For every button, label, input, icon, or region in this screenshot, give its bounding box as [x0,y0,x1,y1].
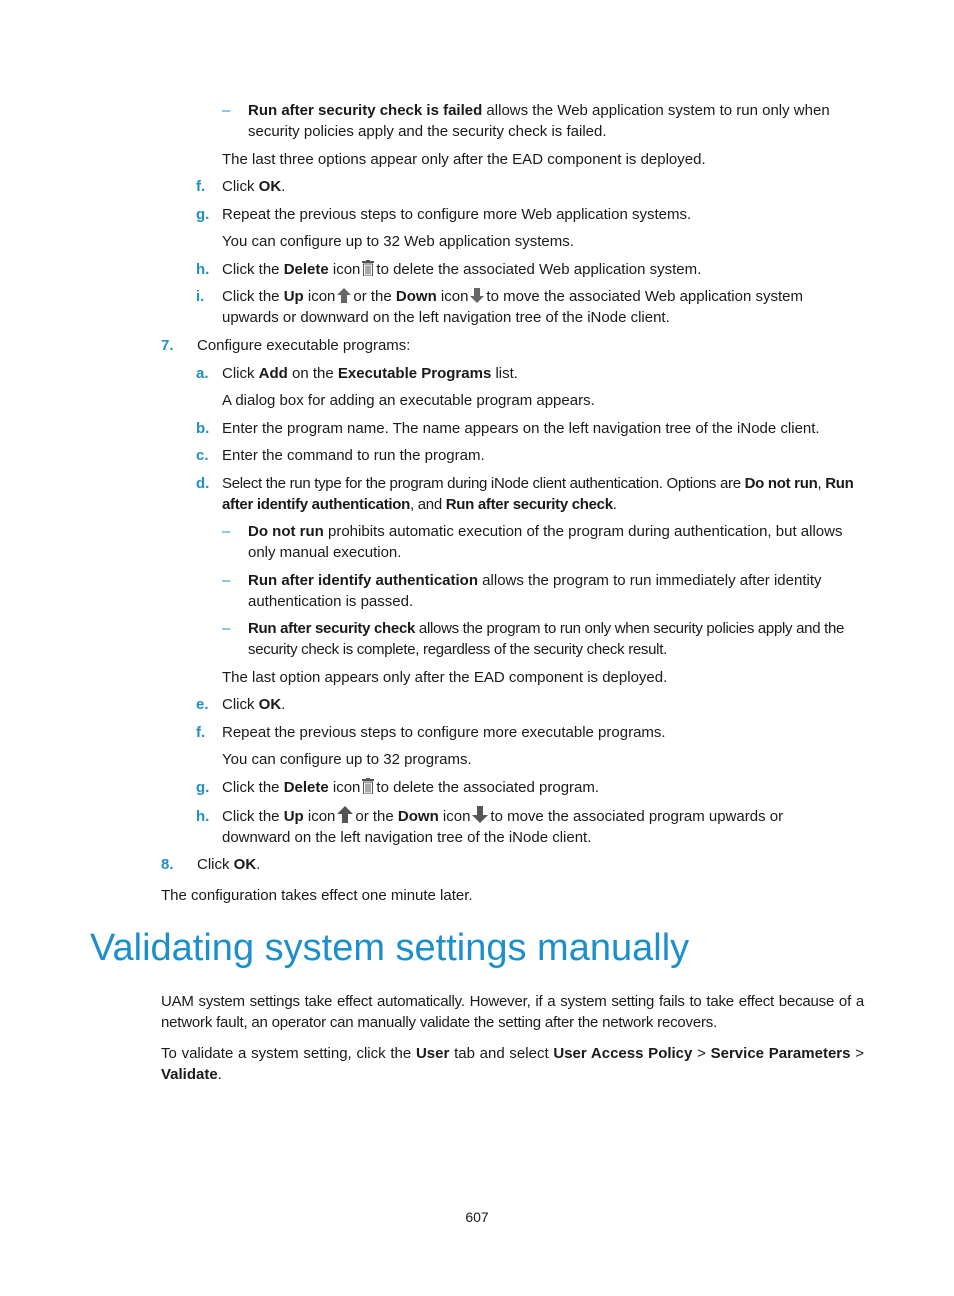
arrow-down-icon [472,806,488,823]
step-i-text: Click the Up icon or the Down icon to move the associated Web application system upwards or downward on the left navigation tree of the iNode client. [222,288,803,326]
step-h2-text: Click the Up icon or the Down icon to move the associated program upwards or downward on the left navigation tree of the iNode client. [222,808,784,846]
step-f2-note: You can configure up to 32 programs. [222,751,472,768]
step-marker-d: d. [196,475,210,492]
option-run-after-failed: Run after security check is failed allows the Web application system to run only when security policies apply and the security check is failed. [248,102,830,140]
step-marker-e: e. [196,696,209,713]
step-marker-h: h. [196,261,210,278]
dash-bullet: – [222,572,231,589]
step-marker-g2: g. [196,779,210,796]
step-f-text: Click OK. [222,178,286,195]
step-marker-f2: f. [196,724,206,741]
step-g2-text: Click the Delete icon to delete the associated program. [222,779,600,796]
step-8-text: Click OK. [197,856,261,873]
section-paragraph-1: UAM system settings take effect automatically. However, if a system setting fails to take effect because of a network fault, an operator can manually validate the setting after the network recovers. [161,993,864,1031]
dash-bullet: – [222,620,231,637]
page-number: 607 [465,1209,489,1225]
option-run-after-identify: Run after identify authentication allows the program to run immediately after identity authentication is passed. [248,572,822,610]
section-heading: Validating system settings manually [90,927,690,969]
arrow-up-icon [337,288,351,303]
step-marker-a: a. [196,365,209,382]
step-g-note: You can configure up to 32 Web application systems. [222,233,574,250]
config-note: The configuration takes effect one minute later. [161,887,473,904]
note-last-three: The last three options appear only after the EAD component is deployed. [222,151,706,168]
section-paragraph-2: To validate a system setting, click the User tab and select User Access Policy > Service Parameters > Validate. [161,1045,864,1083]
step-marker-c: c. [196,447,209,464]
step-h-text: Click the Delete icon to delete the associated Web application system. [222,261,702,278]
step-marker-b: b. [196,420,210,437]
step-marker-7: 7. [161,337,174,354]
step-7-text: Configure executable programs: [197,337,411,354]
step-a-note: A dialog box for adding an executable program appears. [222,392,595,409]
step-b-text: Enter the program name. The name appears on the left navigation tree of the iNode client. [222,420,820,437]
step-d-text: Select the run type for the program during iNode client authentication. Options are Do not run, Run after identify authentication, and Run after security check. [222,475,854,513]
step-marker-f: f. [196,178,206,195]
step-e-text: Click OK. [222,696,286,713]
trash-icon [362,260,374,276]
trash-icon [362,778,374,794]
step-d-note: The last option appears only after the EAD component is deployed. [222,669,668,686]
step-c-text: Enter the command to run the program. [222,447,485,464]
step-f2-text: Repeat the previous steps to configure more executable programs. [222,724,666,741]
arrow-down-icon [470,288,484,303]
option-run-after-security-check: Run after security check allows the program to run only when security policies apply and the security check is complete, regardless of the security check result. [248,620,845,658]
dash-bullet: – [222,523,231,540]
step-marker-g: g. [196,206,210,223]
step-g-text: Repeat the previous steps to configure more Web application systems. [222,206,692,223]
dash-bullet: – [222,102,231,119]
step-marker-i: i. [196,288,205,305]
step-marker-8: 8. [161,856,174,873]
arrow-up-icon [337,806,353,823]
step-marker-h2: h. [196,808,210,825]
option-do-not-run: Do not run prohibits automatic execution of the program during authentication, but allows only manual execution. [248,523,843,561]
step-a-text: Click Add on the Executable Programs list. [222,365,518,382]
